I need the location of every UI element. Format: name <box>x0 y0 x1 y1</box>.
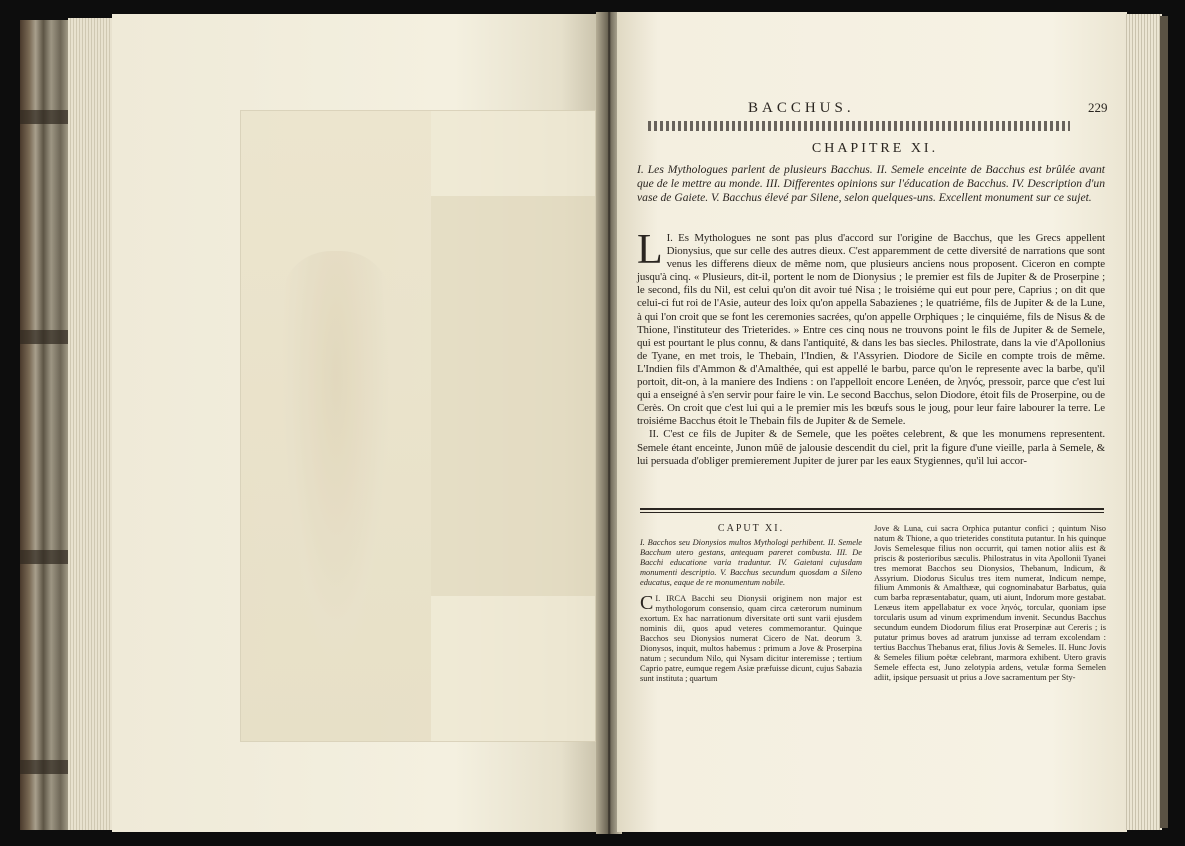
latin-text-1: I. IRCA Bacchi seu Dionysii originem non major est mythologorum consensio, quam circa cæterorum numinum exortum. Ex hac narrationum diversitate orti sunt varii ejusdem nominis dii, quos apud veteres commemorantur. Quinque Bacchos seu Dionysios numerat Cicero de Nat. deorum 3. Dionysos, inquit, multos habemus : primum a Jove & Proserpina natum ; secundum Nilo, qui Nysam dicitur interemisse ; tertium Caprio patre, eumque regem Asiæ præfuisse dicunt, cujus Sabazia sunt instituta ; quartum <box>640 594 862 683</box>
decorative-ornament-band <box>648 121 1070 131</box>
chapter-heading: CHAPITRE XI. <box>811 141 939 156</box>
drop-cap-initial: L <box>637 227 663 273</box>
running-header <box>640 100 1110 120</box>
running-title: BACCHUS. <box>748 100 855 116</box>
latin-summary: I. Bacchos seu Dionysios multos Mythologi perhibent. II. Semele Bacchum utero gestans, antequam pareret combusta. III. De Bacchi educatione varia traduntur. IV. Gaietani cujusdam monumenti descriptio. V. Bacchus secundum quosdam a Sileno educatus, eaque de re monumentum nobile. <box>640 537 862 587</box>
paragraph-2: II. C'est ce fils de Jupiter & de Semele, que les poëtes celebrent, & que les monumens representent. Semele étant enceinte, Junon mûë de jalousie descendit du ciel, prit la figure d'une vieille, parla à Semele, & lui persuada d'obliger premierement Jupiter de jurer par les eaux Stygiennes, qu'il lui accor- <box>637 428 1105 467</box>
latin-column-right: Jove & Luna, cui sacra Orphica putantur confici ; quintum Niso natum & Thione, a quo trieterides constituta putantur. In his quinque Jovis Semelesque filius non occurrit, qui tamen notior aliis est & priscis & posterioribus sæculis. Philostratus in vita Apollonii Tyanei tres memorat Bacchos seu Dionysios, Thebanum, Indicum, & Assyrium. Diodorus Siculus tres item numerat, Indicum nempe, filium Ammonis & Amalthææ, qui cognominabatur Barbatus, quia cum barba repræsentabatur, quam, uti aiunt, Indorum more gestabat. Lenæus item appellabatur ex voce ληνός, torcular, quoniam ipse torcularis usum ad vinum exprimendum invenit. Secundus Bacchus secundum eundem Diodorum filius erat Proserpinæ aut Cereris ; is putatur primus boves ad aratrum junxisse ad terram excolendam : tertius Bacchus Thebanus erat, filius Jovis & Semeles. II. Hunc Jovis & Semeles filium poëtæ celebrant, marmora exhibent. Utero gravis Semele effecta est, Juno zelotypia ardens, vetulæ forma Semelen adiit, ipsique persuasit ut prius a Jove sacramentum per Sty- <box>874 524 1106 682</box>
left-page-edges <box>68 18 114 830</box>
paragraph-marker: I. <box>666 232 673 244</box>
plate-panel-right <box>431 196 595 596</box>
divider-rule <box>640 508 1104 510</box>
right-page-edges <box>1124 14 1162 830</box>
statue-figure-image <box>281 251 391 671</box>
book-cover-left <box>20 20 72 830</box>
engraved-plate-faint <box>240 110 596 742</box>
latin-caput-heading: CAPUT XI. <box>717 523 785 534</box>
chapter-summary: I. Les Mythologues parlent de plusieurs Bacchus. II. Semele enceinte de Bacchus est brûlée avant que de le mettre au monde. III. Differentes opinions sur l'éducation de Bacchus. IV. Description d'un vase de Gaiete. V. Bacchus élevé par Silene, selon quelques-uns. Excellent monument sur ce sujet. <box>637 163 1105 204</box>
book-cover-right <box>1160 16 1168 828</box>
page-number: 229 <box>1088 100 1108 115</box>
latin-drop-cap: C <box>640 592 654 615</box>
divider-rule-thin <box>640 512 1104 513</box>
latin-column-left <box>640 524 862 684</box>
paragraph-1: Es Mythologues ne sont pas plus d'accord sur l'origine de Bacchus, que les Grecs appellent Dionysius, que sur celle des autres dieux. C'est apparemment de cette diversité de narrations que sont venus les differens dieux de même nom, que plusieurs anciens nous proposent. Ciceron en compte jusqu'à cinq. « Plusieurs, dit-il, portent le nom de Dionysius ; le premier est fils de Jupiter & de Proserpine ; le second, fils du Nil, est celui qu'on dit avoir tué Nisa ; le troisiéme qui eut pour pere, Caprius ; on dit que celui-ci fut roi de l'Asie, auteur des loix qu'on appella Sabazienes ; le quatriéme, fils de Jupiter & de la Lune, à qui l'on croit que se font les ceremonies sacrées, qu'on appelle Orphiques ; le cinquiéme, fils de Nisus & de Thione, l'instituteur des Trieterides. » Entre ces cinq nous ne trouvons point le fils de Jupiter & de Semele, qui est pourtant le plus connu, & dans l'antiquité, & dans les bas siecles. Philostrate, dans la vie d'Apollonius de Tyane, en met trois, le Thebain, l'Indien, & l'Assyrien. Diodore de Sicile en compte trois de même. L'Indien fils d'Ammon & d'Amalthée, qui est appellé le barbu, parce qu'on le represente avec la barbe, qu'il portoit, dit-on, à la maniere des Indiens : on l'appelloit encore Lenéen, de ληνός, pressoir, parce que c'est lui qui a enseigné à s'en servir pour faire le vin. Le second Bacchus, selon Diodore, étoit fils de Proserpine, ou de Cerès. On croit que c'est lui qui a le premier mis les bœufs sous le joug, pour leur faire labourer la terre. Le troisiéme Bacchus étoit le Thebain fils de Jupiter & de Semele. <box>637 232 1105 428</box>
french-body-text <box>637 227 1105 468</box>
